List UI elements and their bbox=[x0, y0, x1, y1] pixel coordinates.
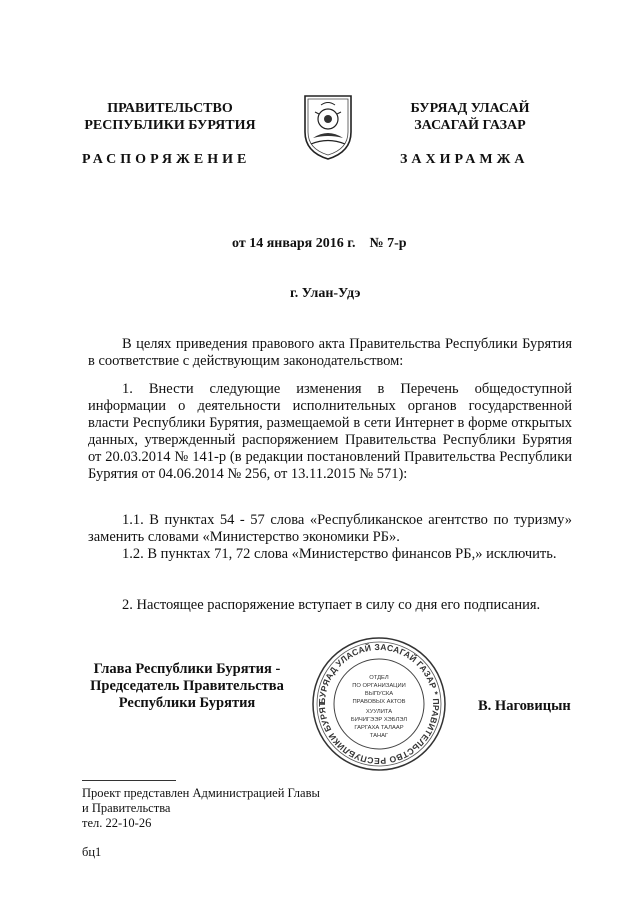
header-left-doc-type: РАСПОРЯЖЕНИЕ bbox=[82, 152, 251, 167]
signatory-name: В. Наговицын bbox=[478, 698, 571, 714]
seal-center-line: ТАНАГ bbox=[369, 733, 389, 739]
date-number: от 14 января 2016 г. № 7-р bbox=[232, 236, 407, 251]
header-right-line2: ЗАСАГАЙ ГАЗАР bbox=[414, 118, 526, 133]
city: г. Улан-Удэ bbox=[290, 286, 361, 301]
footer-phone: тел. 22-10-26 bbox=[82, 816, 152, 830]
seal-center-line: ПО ОРГАНИЗАЦИИ bbox=[352, 683, 406, 689]
footer-contact bbox=[82, 786, 382, 831]
signatory-title bbox=[82, 661, 292, 712]
seal-center-line: ГАРГАХА ТАЛААР bbox=[354, 725, 404, 731]
header-right-line1: БУРЯАД УЛАСАЙ bbox=[410, 101, 530, 116]
item-1: 1. Внести следующие изменения в Перечень общедоступной информации о деятельности исполнительных органов государственной власти Республики Бурятия, размещаемой в сети Интернет в форме открытых данных, утвержденный распоряжением Правительства Республики Бурятия от 20.03.2014 № 141-р (в редакции постановлений Правительства Республики Бурятия от 04.06.2014 № 256, от 13.11.2015 № 571): bbox=[88, 381, 572, 482]
signatory-title-line2: Председатель Правительства bbox=[90, 678, 284, 694]
seal-ring-text: БУРЯАД УЛАСАЙ ЗАСАГАЙ ГАЗАР * ПРАВИТЕЛЬСТВО РЕСПУБЛИКИ БУРЯТ bbox=[316, 641, 442, 767]
header-left-line1: ПРАВИТЕЛЬСТВО bbox=[107, 101, 233, 116]
official-seal bbox=[310, 635, 448, 773]
seal-center-line: ВЫПУСКА bbox=[364, 691, 394, 697]
header-left-line2: РЕСПУБЛИКИ БУРЯТИЯ bbox=[84, 118, 256, 133]
footer-line1: Проект представлен Администрацией Главы bbox=[82, 786, 320, 800]
item-2: 2. Настоящее распоряжение вступает в силу со дня его подписания. bbox=[122, 597, 541, 613]
header-left-org bbox=[70, 100, 270, 134]
item-1-2: 1.2. В пунктах 71, 72 слова «Министерство финансов РБ,» исключить. bbox=[122, 546, 557, 562]
footer-code: бц1 bbox=[82, 845, 102, 859]
coat-of-arms-emblem bbox=[301, 92, 355, 162]
footer-divider bbox=[82, 780, 176, 781]
header-right-doc-type: ЗАХИРАМЖА bbox=[400, 152, 529, 167]
seal-center-line: ПРАВОВЫХ АКТОВ bbox=[352, 699, 406, 705]
seal-center-line: ХУУЛИТА bbox=[365, 709, 393, 715]
signatory-title-line1: Глава Республики Бурятия - bbox=[93, 661, 281, 677]
item-1-1: 1.1. В пунктах 54 - 57 слова «Республиканское агентство по туризму» заменить словами «Министерство экономики РБ». bbox=[88, 512, 572, 545]
header-right-org bbox=[375, 100, 565, 134]
seal-center-line: БИЧИГЭЭР ХЭБЛЭЛ bbox=[350, 717, 408, 723]
intro-paragraph: В целях приведения правового акта Правительства Республики Бурятия в соответствие с действующим законодательством: bbox=[88, 336, 572, 369]
seal-center-line: ОТДЕЛ bbox=[369, 675, 389, 681]
signatory-title-line3: Республики Бурятия bbox=[118, 695, 256, 711]
footer-line2: и Правительства bbox=[82, 801, 171, 815]
